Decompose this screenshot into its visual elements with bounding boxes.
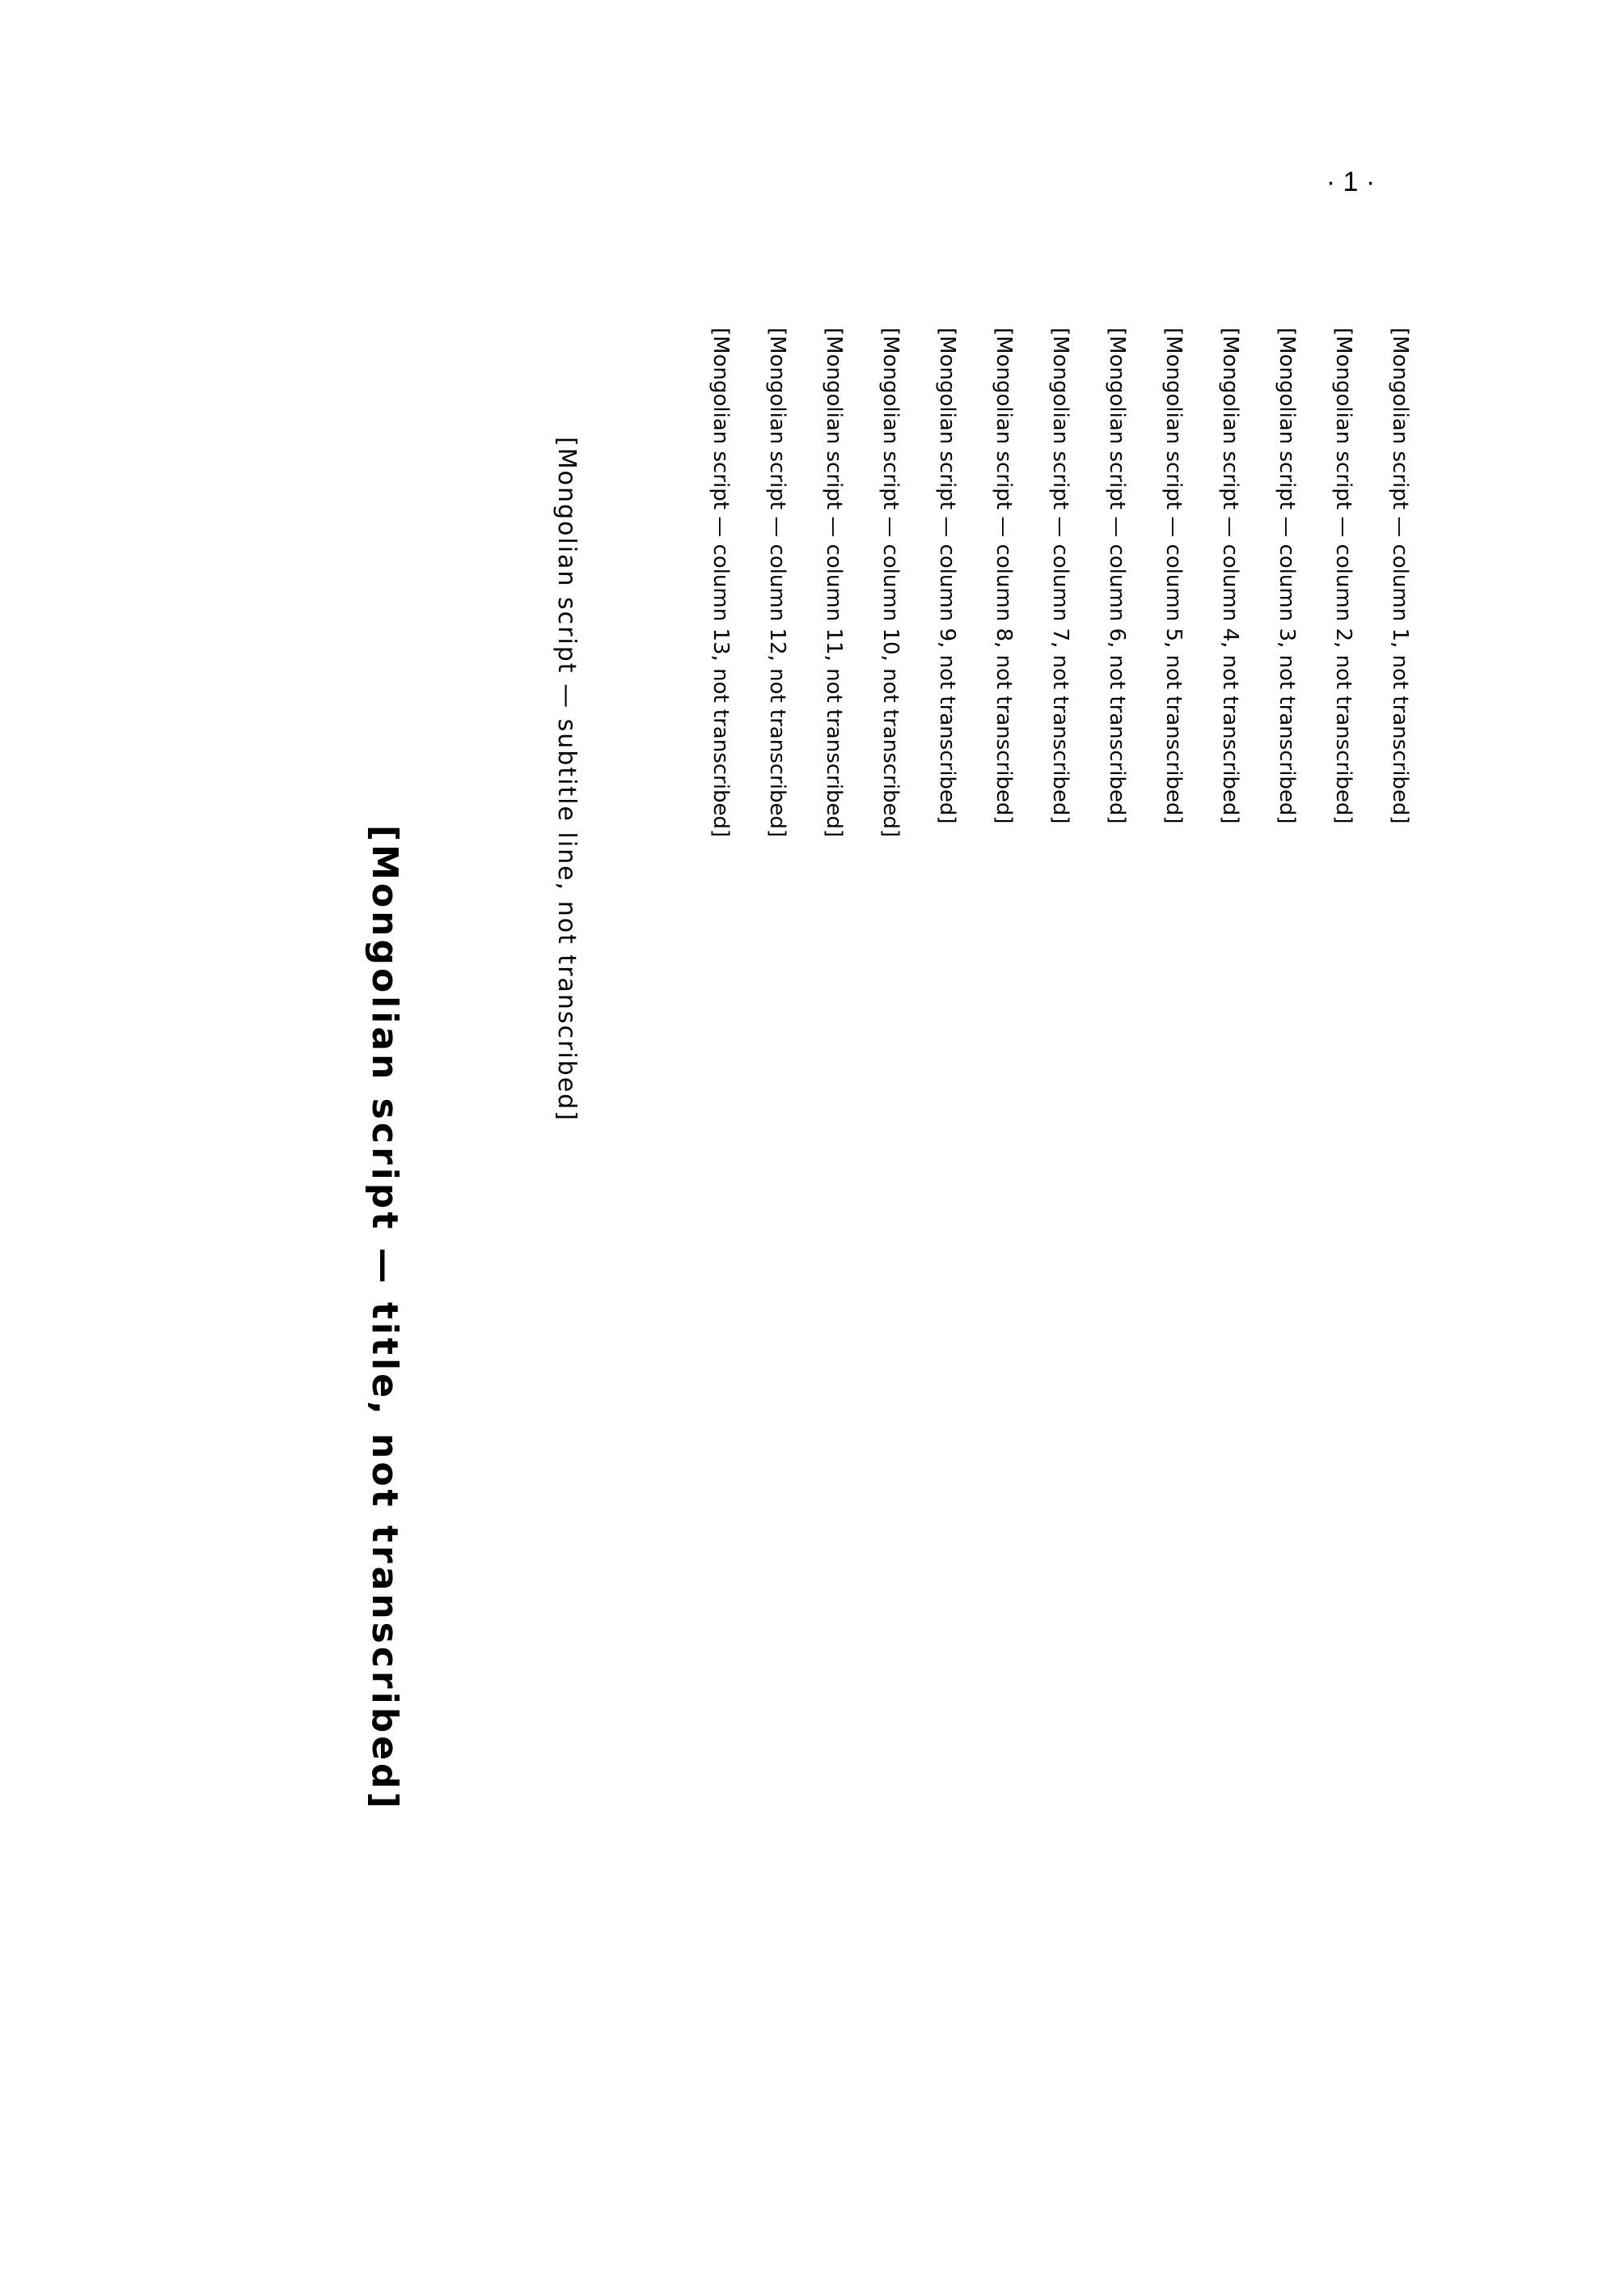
body-text-column: [Mongolian script — column 4, not transcribed] (1218, 328, 1242, 824)
page-title: [Mongolian script — title, not transcribed] (364, 825, 405, 1812)
body-text-column: [Mongolian script — column 9, not transcribed] (935, 328, 959, 824)
body-text-column: [Mongolian script — column 8, not transcribed] (992, 328, 1016, 824)
body-text-column: [Mongolian script — column 13, not transcribed] (708, 328, 733, 838)
body-text-column: [Mongolian script — column 2, not transcribed] (1331, 328, 1355, 824)
body-text-column: [Mongolian script — column 6, not transcribed] (1105, 328, 1129, 824)
body-text-column: [Mongolian script — column 7, not transcribed] (1048, 328, 1072, 824)
body-text-column: [Mongolian script — column 10, not transcribed] (878, 328, 903, 838)
body-text-column: [Mongolian script — column 3, not transcribed] (1275, 328, 1299, 824)
body-text-column: [Mongolian script — column 5, not transcribed] (1161, 328, 1186, 824)
body-text-column: [Mongolian script — column 12, not transcribed] (765, 328, 789, 838)
page-number: · 1 · (1326, 167, 1376, 197)
body-text-column: [Mongolian script — column 1, not transcribed] (1388, 328, 1412, 824)
page-subtitle: [Mongolian script — subtitle line, not transcribed] (552, 437, 581, 1122)
body-text-column: [Mongolian script — column 11, not transcribed] (822, 328, 846, 838)
